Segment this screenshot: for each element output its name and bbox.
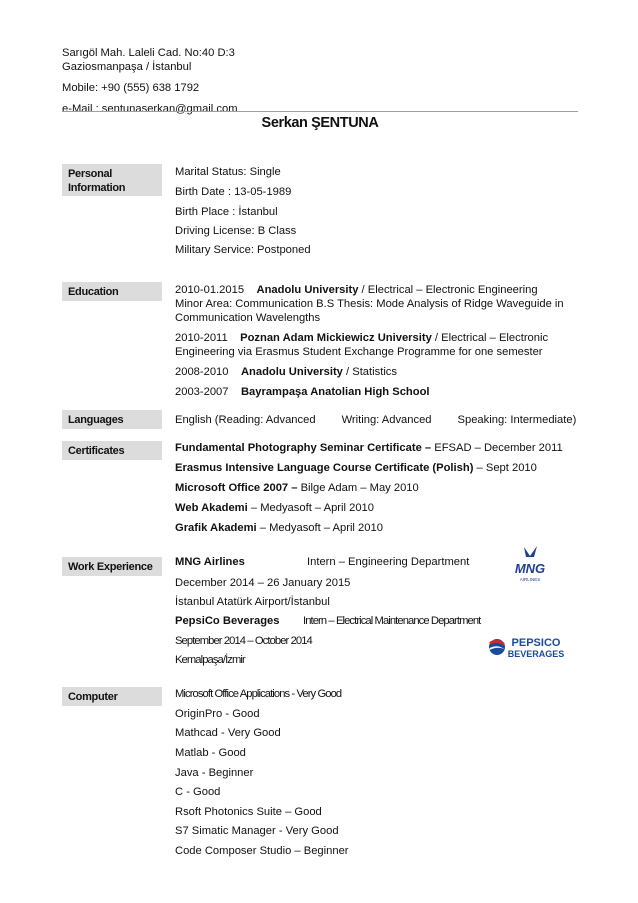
languages-row: English (Reading: Advanced Writing: Advanced Speaking: Intermediate): [175, 414, 577, 426]
mng-airlines-logo: [510, 544, 550, 584]
skill-item: Matlab - Good: [175, 747, 246, 759]
section-label-certificates: Certificates: [62, 441, 162, 460]
skill-item: C - Good: [175, 786, 221, 798]
education-entry: 2010-2011 Poznan Adam Mickiewicz University / Electrical – Electronic Engineering via Erasmus Student Exchange Programme for one semester: [175, 332, 549, 358]
education-entry: 2008-2010 Anadolu University / Statistics: [175, 366, 397, 378]
personal-row: Birth Place : İstanbul: [175, 206, 278, 218]
certificate-entry: Web Akademi – Medyasoft – April 2010: [175, 502, 374, 514]
person-name: Serkan ŞENTUNA: [261, 115, 379, 131]
personal-row: Driving License: B Class: [175, 225, 297, 237]
skill-item: Rsoft Photonics Suite – Good: [175, 806, 322, 818]
education-entry: 2010-01.2015 Anadolu University / Electrical – Electronic Engineering: [175, 284, 538, 296]
skill-item: Java - Beginner: [175, 767, 254, 779]
personal-row: Marital Status: Single: [175, 166, 281, 178]
skill-item: OriginPro - Good: [175, 708, 260, 720]
section-label-personal: Personal Information: [62, 164, 162, 196]
mobile-number: Mobile: +90 (555) 638 1792: [62, 82, 200, 94]
svg-text:PEPSICO: PEPSICO: [511, 637, 561, 649]
personal-row: Military Service: Postponed: [175, 244, 311, 256]
certificate-entry: Fundamental Photography Seminar Certificate – EFSAD – December 2011: [175, 442, 563, 454]
certificate-entry: Grafik Akademi – Medyasoft – April 2010: [175, 522, 383, 534]
skill-item: Mathcad - Very Good: [175, 727, 281, 739]
education-entry: 2003-2007 Bayrampaşa Anatolian High School: [175, 386, 430, 398]
section-label-computer: Computer: [62, 687, 162, 706]
skill-item: Code Composer Studio – Beginner: [175, 845, 349, 857]
certificates-content: [175, 441, 575, 541]
job-entry: PepsiCo Beverages Intern – Electrical Maintenance Department: [175, 615, 481, 627]
section-label-languages: Languages: [62, 410, 162, 429]
job-place: İstanbul Atatürk Airport/İstanbul: [175, 596, 330, 608]
svg-text:AIRLINES: AIRLINES: [519, 577, 541, 582]
job-dates: December 2014 – 26 January 2015: [175, 577, 351, 589]
job-dates: September 2014 – October 2014: [175, 635, 312, 647]
languages-content: [175, 413, 575, 427]
email-address: e-Mail : sentunaserkan@gmail.com: [62, 103, 238, 115]
personal-row: Birth Date : 13-05-1989: [175, 186, 292, 198]
skill-item: Microsoft Office Applications - Very Good: [175, 688, 342, 700]
section-label-education: Education: [62, 282, 162, 301]
certificate-entry: Erasmus Intensive Language Course Certificate (Polish) – Sept 2010: [175, 462, 537, 474]
address-line-1: Sarıgöl Mah. Laleli Cad. No:40 D:3: [62, 47, 235, 59]
contact-block: [62, 46, 238, 116]
header-divider: [62, 111, 578, 112]
skill-item: S7 Simatic Manager - Very Good: [175, 825, 339, 837]
personal-content: [175, 165, 575, 262]
education-content: [175, 283, 570, 399]
education-detail: Minor Area: Communication B.S Thesis: Mode Analysis of Ridge Waveguide in Communication Wavelengths: [175, 298, 564, 324]
svg-text:BEVERAGES: BEVERAGES: [507, 649, 565, 659]
job-place: Kemalpaşa/İzmir: [175, 654, 245, 666]
address-line-2: Gaziosmanpaşa / İstanbul: [62, 61, 192, 73]
pepsico-beverages-logo: [488, 633, 570, 661]
computer-content: [175, 687, 575, 863]
certificate-entry: Microsoft Office 2007 – Bilge Adam – May 2010: [175, 482, 419, 494]
section-label-work: Work Experience: [62, 557, 162, 576]
job-entry: MNG Airlines Intern – Engineering Department: [175, 556, 470, 568]
svg-text:MNG: MNG: [514, 561, 546, 576]
